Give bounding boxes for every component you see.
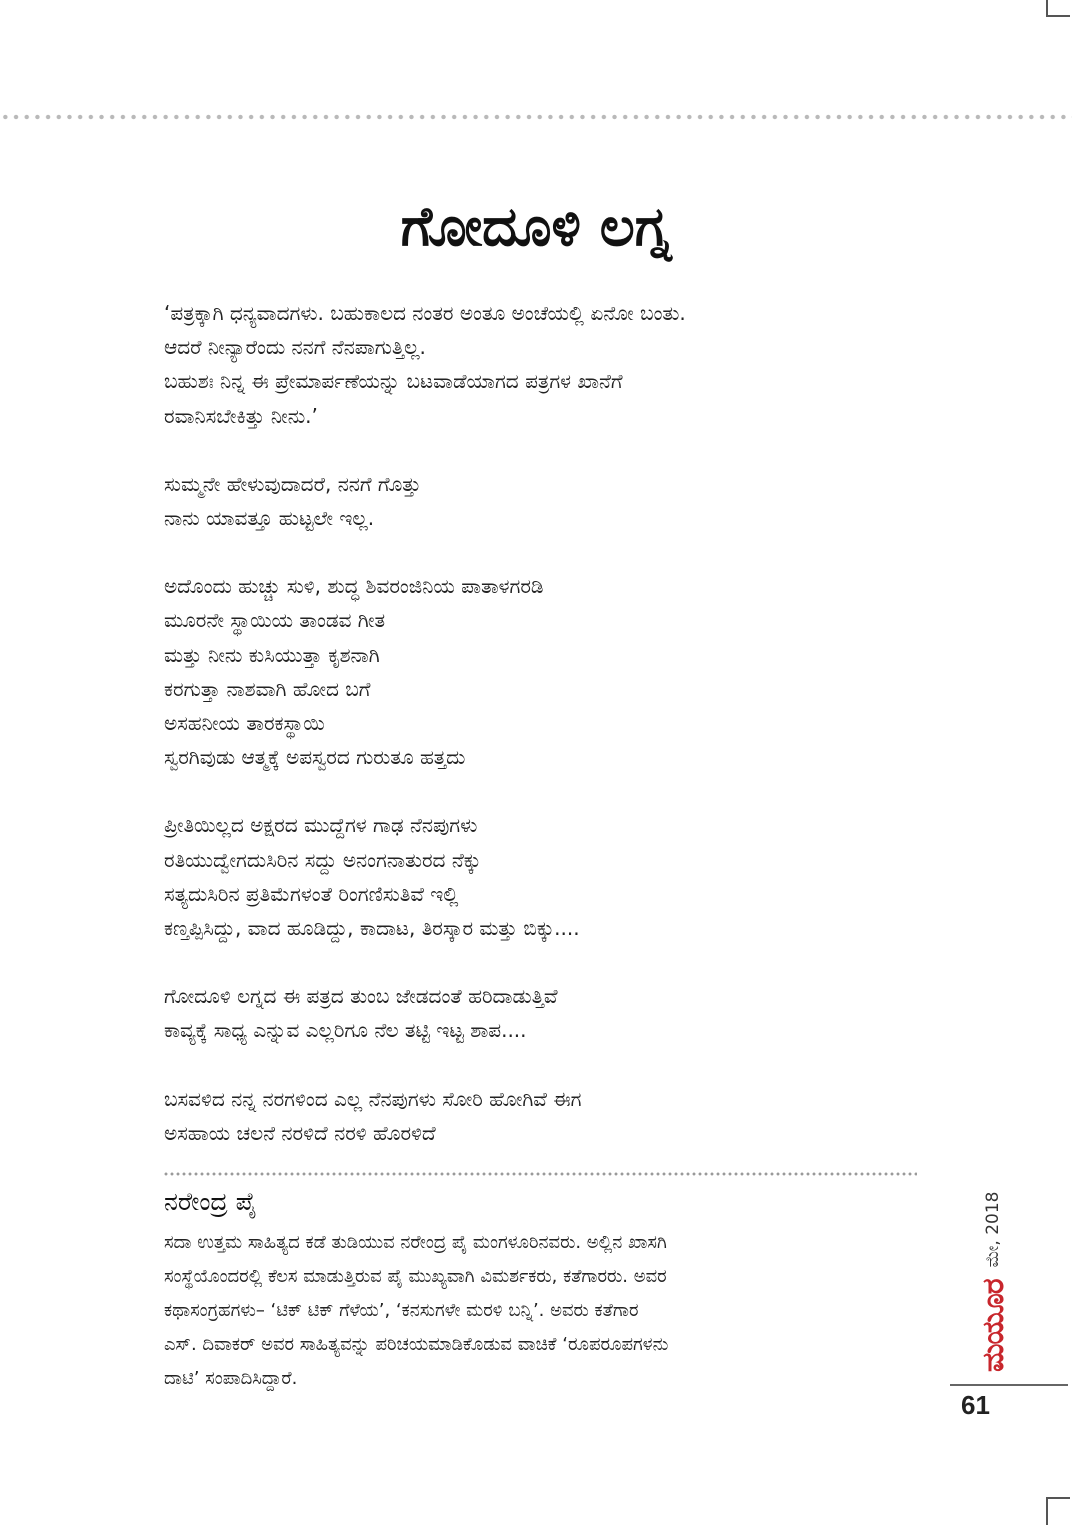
poem-line: ಗೋದೂಳಿ ಲಗ್ನದ ಈ ಪತ್ರದ ತುಂಬ ಜೇಡದಂತೆ ಹರಿದಾಡುತ್ತಿವೆ — [164, 984, 558, 1009]
poem-line: ಕಾವ್ಯಕ್ಕೆ ಸಾಧ್ಯ ಎನ್ನುವ ಎಲ್ಲರಿಗೂ ನೆಲ ತಟ್ಟಿ ಇಟ್ಟ ಶಾಪ.... — [164, 1018, 527, 1043]
poem-line: ಮತ್ತು ನೀನು ಕುಸಿಯುತ್ತಾ ಕೃಶನಾಗಿ — [164, 642, 380, 667]
poem-body — [164, 296, 924, 1150]
poem-line: ಬಹುಶಃ ನಿನ್ನ ಈ ಪ್ರೇಮಾರ್ಪಣೆಯನ್ನು ಬಟವಾಡೆಯಾಗದ ಪತ್ರಗಳ ಖಾನೆಗೆ — [164, 369, 623, 394]
bio-line: ಕಥಾಸಂಗ್ರಹಗಳು– ‘ಟಿಕ್ ಟಿಕ್ ಗೆಳೆಯ’, ‘ಕನಸುಗಳೇ ಮರಳಿ ಬನ್ನಿ’. ಅವರು ಕತೆಗಾರ — [164, 1300, 639, 1321]
poem-line: ಆದರೆ ನೀನ್ಯಾರೆಂದು ನನಗೆ ನೆನಪಾಗುತ್ತಿಲ್ಲ. — [164, 335, 426, 360]
poem-line: ಪ್ರೀತಿಯಿಲ್ಲದ ಅಕ್ಷರದ ಮುದ್ದೆಗಳ ಗಾಢ ನೆನಪುಗಳು — [164, 813, 478, 838]
bio-line: ಸದಾ ಉತ್ತಮ ಸಾಹಿತ್ಯದ ಕಡೆ ತುಡಿಯುವ ನರೇಂದ್ರ ಪೈ ಮಂಗಳೂರಿನವರು. ಅಲ್ಲಿನ ಖಾಸಗಿ — [164, 1232, 667, 1253]
poem-line: ಬಸವಳಿದ ನನ್ನ ನರಗಳಿಂದ ಎಲ್ಲ ನೆನಪುಗಳು ಸೋರಿ ಹೋಗಿವೆ ಈಗ — [164, 1086, 582, 1111]
poem-line: ಕಣ್ತಪ್ಪಿಸಿದ್ದು, ವಾದ ಹೂಡಿದ್ದು, ಕಾದಾಟ, ತಿರಸ್ಕಾರ ಮತ್ತು ಬಿಕ್ಕು.... — [164, 916, 580, 941]
bio-line: ಸಂಸ್ಥೆಯೊಂದರಲ್ಲಿ ಕೆಲಸ ಮಾಡುತ್ತಿರುವ ಪೈ ಮುಖ್ಯವಾಗಿ ವಿಮರ್ಶಕರು, ಕತೆಗಾರರು. ಅವರ — [164, 1266, 667, 1287]
poem-line: ರವಾನಿಸಬೇಕಿತ್ತು ನೀನು.’ — [164, 403, 318, 428]
poem-line: ರತಿಯುದ್ವೇಗದುಸಿರಿನ ಸದ್ದು ಅನಂಗನಾತುರದ ನೆಕ್ಕು — [164, 847, 482, 872]
stanza-6 — [164, 1082, 924, 1150]
crop-mark-top-right — [1046, 0, 1048, 16]
magazine-logo: ಮಯೂರ — [975, 1279, 1011, 1372]
stanza-2 — [164, 467, 924, 535]
page-number: 61 — [961, 1390, 990, 1420]
crop-mark-bottom-right — [1046, 1497, 1048, 1525]
author-name: ನರೇಂದ್ರ ಪೈ — [164, 1187, 257, 1216]
poem-line: ಮೂರನೇ ಸ್ಥಾಯಿಯ ತಾಂಡವ ಗೀತ — [164, 608, 386, 633]
page-number-rule — [950, 1384, 1068, 1386]
poem-line: ಅದೊಂದು ಹುಚ್ಚು ಸುಳಿ, ಶುದ್ಧ ಶಿವರಂಜಿನಿಯ ಪಾತಾಳಗರಡಿ — [164, 574, 544, 599]
issue-date: ಮೇ, 2018 — [983, 1191, 1003, 1268]
poem-line: ಅಸಹಾಯ ಚಲನೆ ನರಳಿದೆ ನರಳಿ ಹೊರಳಿದೆ — [164, 1120, 436, 1145]
bio-line: ದಾಟಿ’ ಸಂಪಾದಿಸಿದ್ದಾರೆ. — [164, 1368, 298, 1389]
stanza-4 — [164, 808, 924, 945]
stanza-1 — [164, 296, 924, 433]
bio-line: ಎಸ್. ದಿವಾಕರ್ ಅವರ ಸಾಹಿತ್ಯವನ್ನು ಪರಿಚಯಮಾಡಿಕೊಡುವ ವಾಚಿಕೆ ‘ರೂಪರೂಪಗಳನು — [164, 1334, 669, 1355]
stanza-3 — [164, 569, 924, 774]
poem-title: ಗೋದೂಳಿ ಲಗ್ನ — [400, 195, 672, 258]
magazine-sidebar — [975, 1136, 1011, 1372]
top-dotted-divider — [0, 114, 1072, 120]
poem-line: ಸತ್ಯದುಸಿರಿನ ಪ್ರತಿಮೆಗಳಂತೆ ರಿಂಗಣಿಸುತಿವೆ ಇಲ್ಲಿ — [164, 881, 459, 906]
poem-line: ಅಸಹನೀಯ ತಾರಕಸ್ಥಾಯಿ — [164, 711, 325, 736]
author-bio — [164, 1226, 918, 1396]
poem-line: ಕರಗುತ್ತಾ ನಾಶವಾಗಿ ಹೋದ ಬಗೆ — [164, 676, 371, 701]
crop-mark-top-right-h — [1046, 15, 1070, 17]
stanza-5 — [164, 979, 924, 1047]
author-section-divider — [163, 1172, 917, 1176]
poem-line: ಸುಮ್ಮನೇ ಹೇಳುವುದಾದರೆ, ನನಗೆ ಗೊತ್ತು — [164, 471, 421, 496]
poem-line: ನಾನು ಯಾವತ್ತೂ ಹುಟ್ಟಲೇ ಇಲ್ಲ. — [164, 506, 375, 531]
poem-line: ಸ್ವರಗಿವುಡು ಆತ್ಮಕ್ಕೆ ಅಪಸ್ವರದ ಗುರುತೂ ಹತ್ತದು — [164, 745, 466, 770]
poem-line: ‘ಪತ್ರಕ್ಕಾಗಿ ಧನ್ಯವಾದಗಳು. ಬಹುಕಾಲದ ನಂತರ ಅಂತೂ ಅಂಚೆಯಲ್ಲಿ ಏನೋ ಬಂತು. — [164, 301, 686, 325]
crop-mark-bottom-right-h — [1046, 1497, 1070, 1499]
